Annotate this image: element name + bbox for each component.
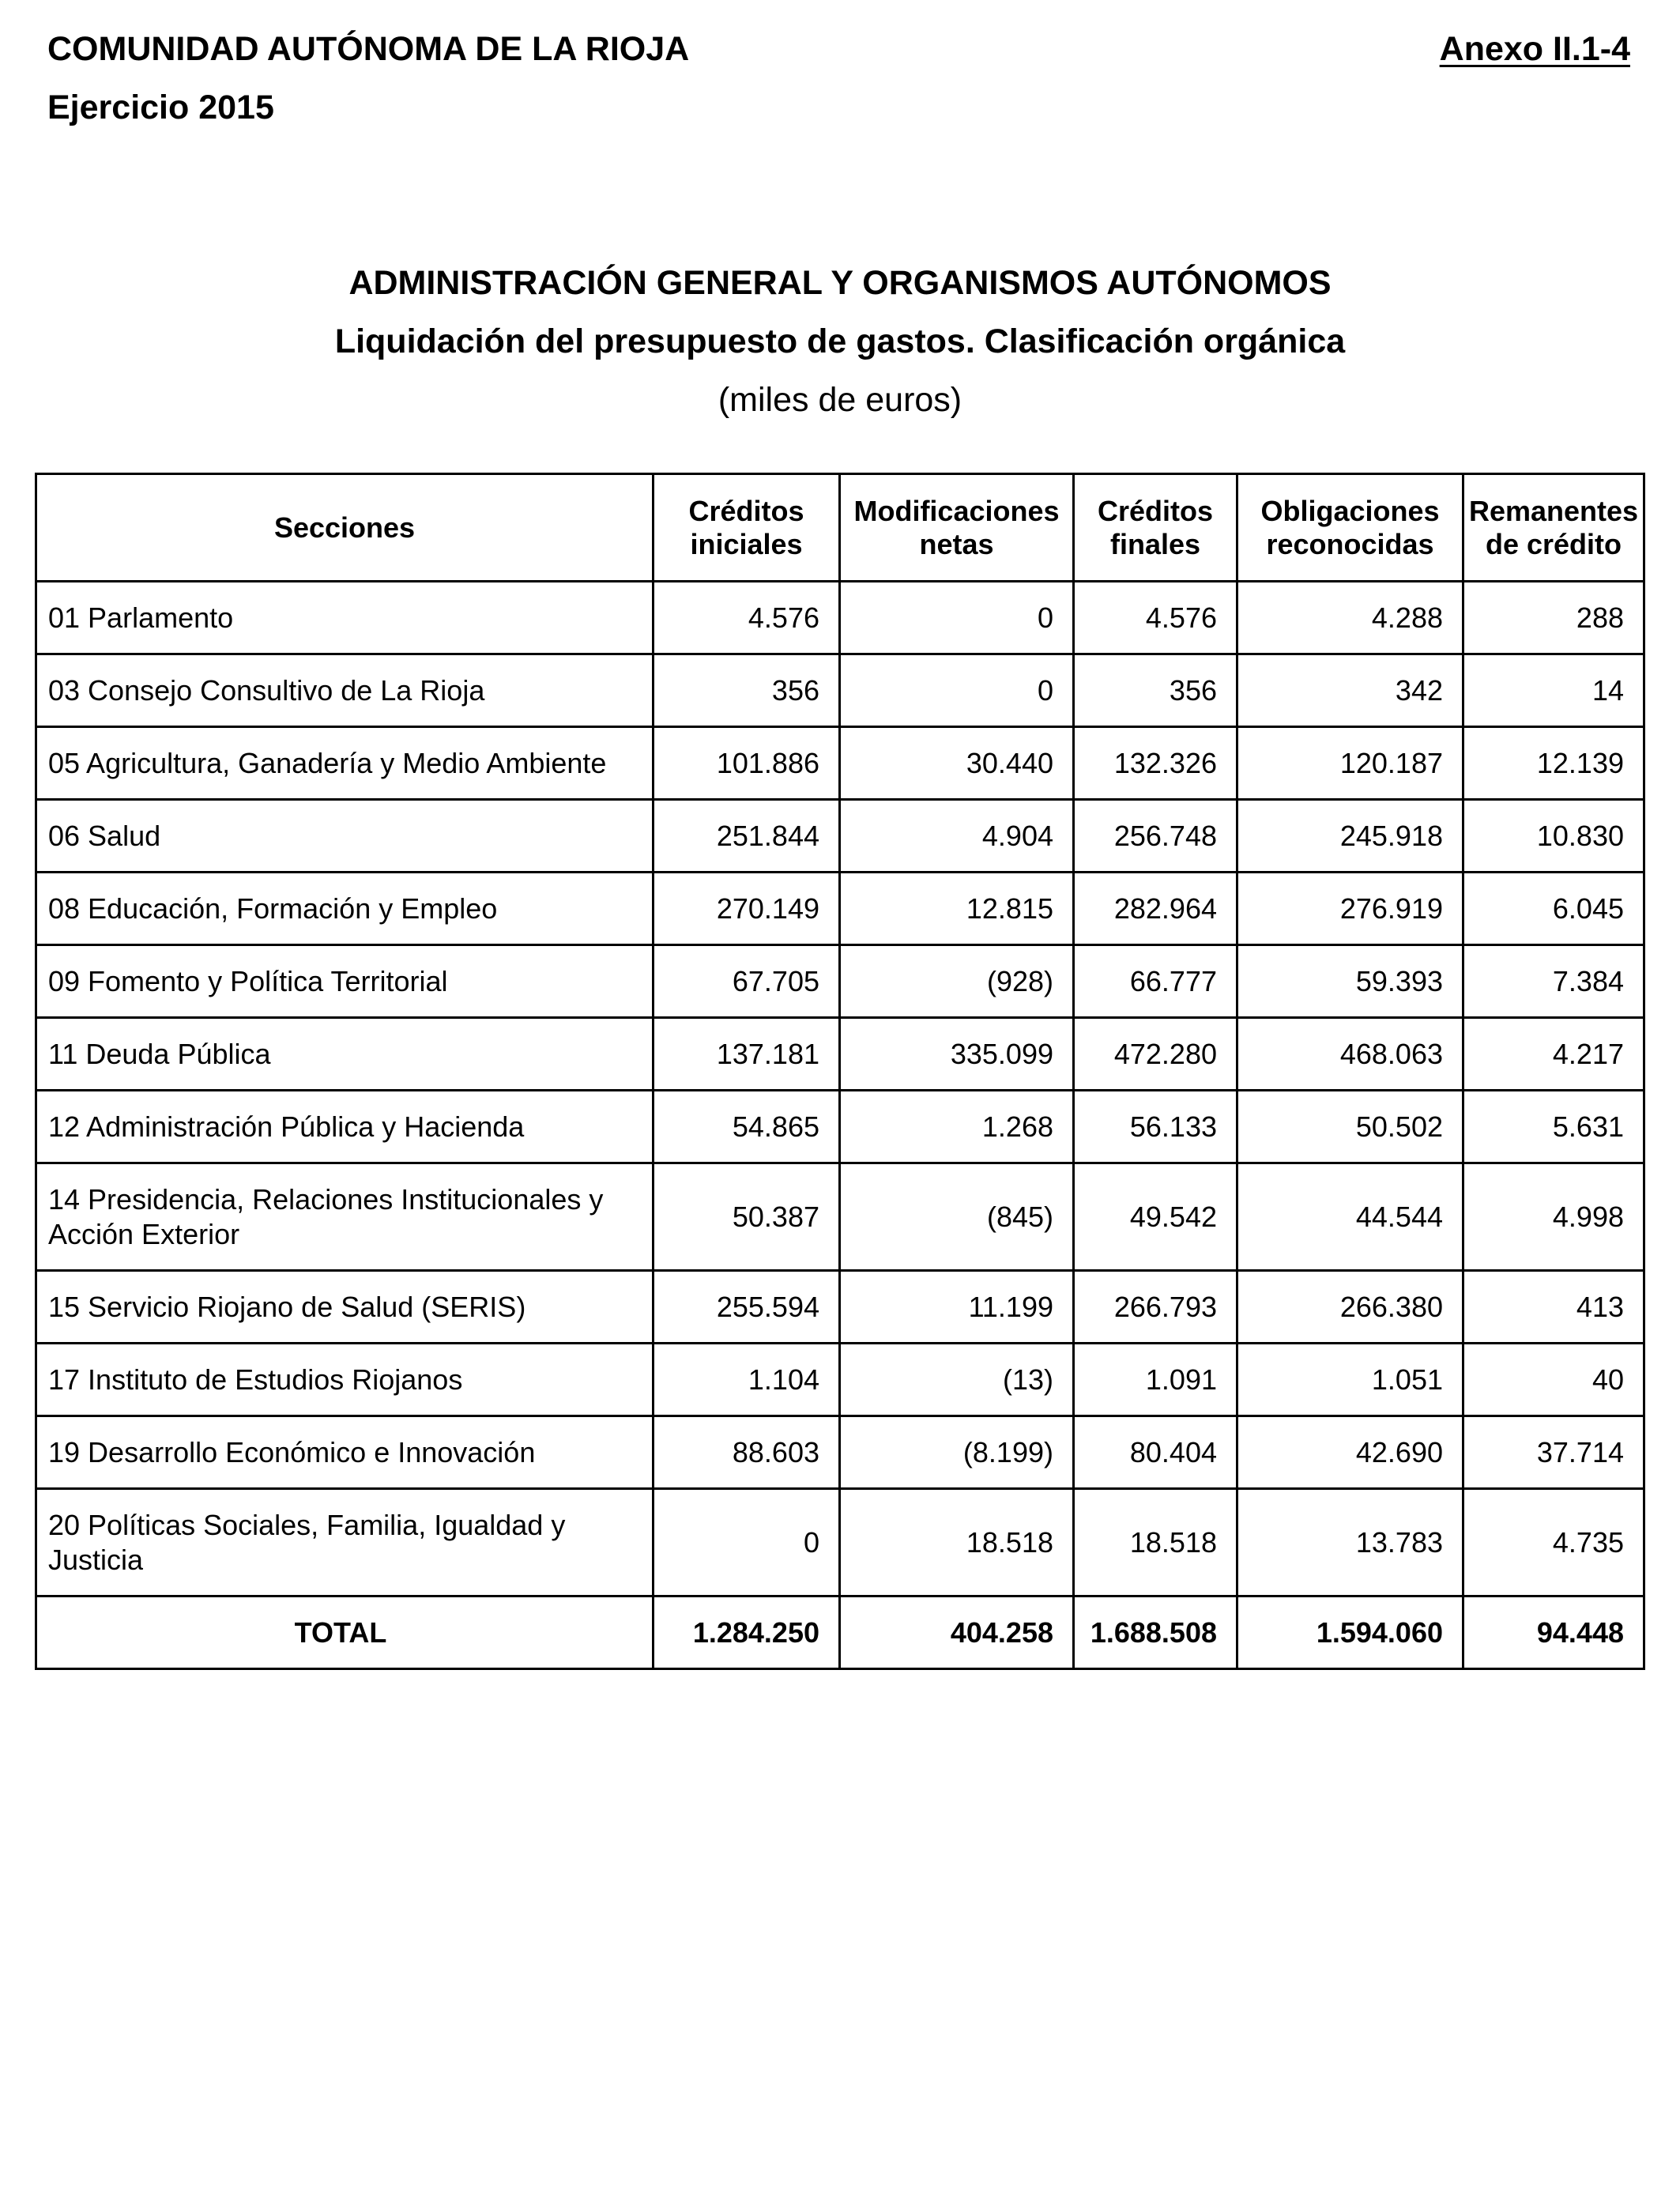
cell-obligaciones-reconocidas: 120.187 <box>1237 727 1463 800</box>
cell-seccion: 05 Agricultura, Ganadería y Medio Ambiente <box>36 727 654 800</box>
cell-creditos-finales: 80.404 <box>1074 1416 1237 1489</box>
cell-seccion: 03 Consejo Consultivo de La Rioja <box>36 654 654 727</box>
cell-creditos-finales: 4.576 <box>1074 582 1237 654</box>
cell-creditos-finales: 1.091 <box>1074 1344 1237 1416</box>
total-remanentes-credito: 94.448 <box>1463 1596 1644 1669</box>
cell-modificaciones-netas: (845) <box>840 1163 1074 1271</box>
cell-obligaciones-reconocidas: 342 <box>1237 654 1463 727</box>
cell-remanentes-credito: 6.045 <box>1463 873 1644 945</box>
column-header-obligaciones-reconocidas: Obligaciones reconocidas <box>1237 474 1463 582</box>
table-row <box>36 800 1644 873</box>
cell-modificaciones-netas: 18.518 <box>840 1489 1074 1596</box>
cell-remanentes-credito: 4.735 <box>1463 1489 1644 1596</box>
cell-seccion: 11 Deuda Pública <box>36 1018 654 1091</box>
cell-remanentes-credito: 4.998 <box>1463 1163 1644 1271</box>
cell-creditos-finales: 66.777 <box>1074 945 1237 1018</box>
cell-seccion: 20 Políticas Sociales, Familia, Igualdad y Justicia <box>36 1489 654 1596</box>
cell-obligaciones-reconocidas: 468.063 <box>1237 1018 1463 1091</box>
cell-remanentes-credito: 14 <box>1463 654 1644 727</box>
cell-seccion: 15 Servicio Riojano de Salud (SERIS) <box>36 1271 654 1344</box>
cell-seccion: 08 Educación, Formación y Empleo <box>36 873 654 945</box>
cell-creditos-finales: 18.518 <box>1074 1489 1237 1596</box>
cell-obligaciones-reconocidas: 13.783 <box>1237 1489 1463 1596</box>
cell-modificaciones-netas: (13) <box>840 1344 1074 1416</box>
cell-modificaciones-netas: (8.199) <box>840 1416 1074 1489</box>
budget-table <box>35 473 1645 1670</box>
cell-creditos-finales: 356 <box>1074 654 1237 727</box>
total-creditos-finales: 1.688.508 <box>1074 1596 1237 1669</box>
cell-creditos-finales: 282.964 <box>1074 873 1237 945</box>
cell-modificaciones-netas: 12.815 <box>840 873 1074 945</box>
cell-remanentes-credito: 10.830 <box>1463 800 1644 873</box>
table-row <box>36 1344 1644 1416</box>
cell-obligaciones-reconocidas: 266.380 <box>1237 1271 1463 1344</box>
total-creditos-iniciales: 1.284.250 <box>654 1596 840 1669</box>
cell-seccion: 06 Salud <box>36 800 654 873</box>
cell-obligaciones-reconocidas: 245.918 <box>1237 800 1463 873</box>
cell-obligaciones-reconocidas: 4.288 <box>1237 582 1463 654</box>
table-row <box>36 1018 1644 1091</box>
cell-creditos-iniciales: 4.576 <box>654 582 840 654</box>
table-row <box>36 1271 1644 1344</box>
cell-seccion: 12 Administración Pública y Hacienda <box>36 1091 654 1163</box>
cell-creditos-iniciales: 54.865 <box>654 1091 840 1163</box>
cell-creditos-iniciales: 251.844 <box>654 800 840 873</box>
cell-modificaciones-netas: (928) <box>840 945 1074 1018</box>
cell-remanentes-credito: 12.139 <box>1463 727 1644 800</box>
cell-creditos-iniciales: 88.603 <box>654 1416 840 1489</box>
cell-seccion: 01 Parlamento <box>36 582 654 654</box>
cell-seccion: 17 Instituto de Estudios Riojanos <box>36 1344 654 1416</box>
table-row <box>36 727 1644 800</box>
cell-obligaciones-reconocidas: 59.393 <box>1237 945 1463 1018</box>
cell-modificaciones-netas: 1.268 <box>840 1091 1074 1163</box>
annex-label: Anexo II.1-4 <box>1439 30 1630 68</box>
cell-remanentes-credito: 288 <box>1463 582 1644 654</box>
column-header-creditos-iniciales: Créditos iniciales <box>654 474 840 582</box>
cell-seccion: 14 Presidencia, Relaciones Institucionales y Acción Exterior <box>36 1163 654 1271</box>
cell-creditos-iniciales: 137.181 <box>654 1018 840 1091</box>
cell-modificaciones-netas: 4.904 <box>840 800 1074 873</box>
page-subtitle: Liquidación del presupuesto de gastos. Clasificación orgánica <box>334 322 1346 360</box>
cell-obligaciones-reconocidas: 42.690 <box>1237 1416 1463 1489</box>
table-row <box>36 582 1644 654</box>
cell-creditos-finales: 472.280 <box>1074 1018 1237 1091</box>
cell-creditos-iniciales: 50.387 <box>654 1163 840 1271</box>
total-modificaciones-netas: 404.258 <box>840 1596 1074 1669</box>
cell-remanentes-credito: 5.631 <box>1463 1091 1644 1163</box>
cell-creditos-finales: 266.793 <box>1074 1271 1237 1344</box>
cell-remanentes-credito: 7.384 <box>1463 945 1644 1018</box>
table-row <box>36 1416 1644 1489</box>
cell-remanentes-credito: 413 <box>1463 1271 1644 1344</box>
cell-modificaciones-netas: 0 <box>840 654 1074 727</box>
table-row <box>36 873 1644 945</box>
total-row <box>36 1596 1644 1669</box>
cell-creditos-iniciales: 356 <box>654 654 840 727</box>
table-row <box>36 945 1644 1018</box>
table-row <box>36 1163 1644 1271</box>
page-title: ADMINISTRACIÓN GENERAL Y ORGANISMOS AUTÓNOMOS <box>348 264 1332 302</box>
document-titles <box>0 261 1680 422</box>
document-header <box>47 27 689 130</box>
cell-obligaciones-reconocidas: 44.544 <box>1237 1163 1463 1271</box>
cell-seccion: 19 Desarrollo Económico e Innovación <box>36 1416 654 1489</box>
column-header-remanentes-credito: Remanentes de crédito <box>1463 474 1644 582</box>
table-row <box>36 1091 1644 1163</box>
cell-remanentes-credito: 40 <box>1463 1344 1644 1416</box>
cell-obligaciones-reconocidas: 50.502 <box>1237 1091 1463 1163</box>
cell-creditos-iniciales: 101.886 <box>654 727 840 800</box>
units-note: (miles de euros) <box>718 381 962 419</box>
cell-remanentes-credito: 37.714 <box>1463 1416 1644 1489</box>
table-header-row <box>36 474 1644 582</box>
cell-creditos-iniciales: 1.104 <box>654 1344 840 1416</box>
column-header-creditos-finales: Créditos finales <box>1074 474 1237 582</box>
column-header-modificaciones-netas: Modificaciones netas <box>840 474 1074 582</box>
cell-modificaciones-netas: 335.099 <box>840 1018 1074 1091</box>
table-row <box>36 654 1644 727</box>
cell-remanentes-credito: 4.217 <box>1463 1018 1644 1091</box>
cell-creditos-finales: 56.133 <box>1074 1091 1237 1163</box>
cell-creditos-iniciales: 270.149 <box>654 873 840 945</box>
cell-obligaciones-reconocidas: 1.051 <box>1237 1344 1463 1416</box>
table-row <box>36 1489 1644 1596</box>
column-header-secciones: Secciones <box>36 474 654 582</box>
cell-creditos-iniciales: 255.594 <box>654 1271 840 1344</box>
institution-name: COMUNIDAD AUTÓNOMA DE LA RIOJA <box>47 30 690 68</box>
total-obligaciones-reconocidas: 1.594.060 <box>1237 1596 1463 1669</box>
cell-creditos-iniciales: 0 <box>654 1489 840 1596</box>
cell-modificaciones-netas: 11.199 <box>840 1271 1074 1344</box>
cell-creditos-finales: 49.542 <box>1074 1163 1237 1271</box>
cell-creditos-finales: 256.748 <box>1074 800 1237 873</box>
cell-creditos-finales: 132.326 <box>1074 727 1237 800</box>
cell-seccion: 09 Fomento y Política Territorial <box>36 945 654 1018</box>
cell-creditos-iniciales: 67.705 <box>654 945 840 1018</box>
fiscal-year: Ejercicio 2015 <box>47 89 274 126</box>
cell-modificaciones-netas: 0 <box>840 582 1074 654</box>
cell-obligaciones-reconocidas: 276.919 <box>1237 873 1463 945</box>
cell-modificaciones-netas: 30.440 <box>840 727 1074 800</box>
total-label: TOTAL <box>36 1596 654 1669</box>
